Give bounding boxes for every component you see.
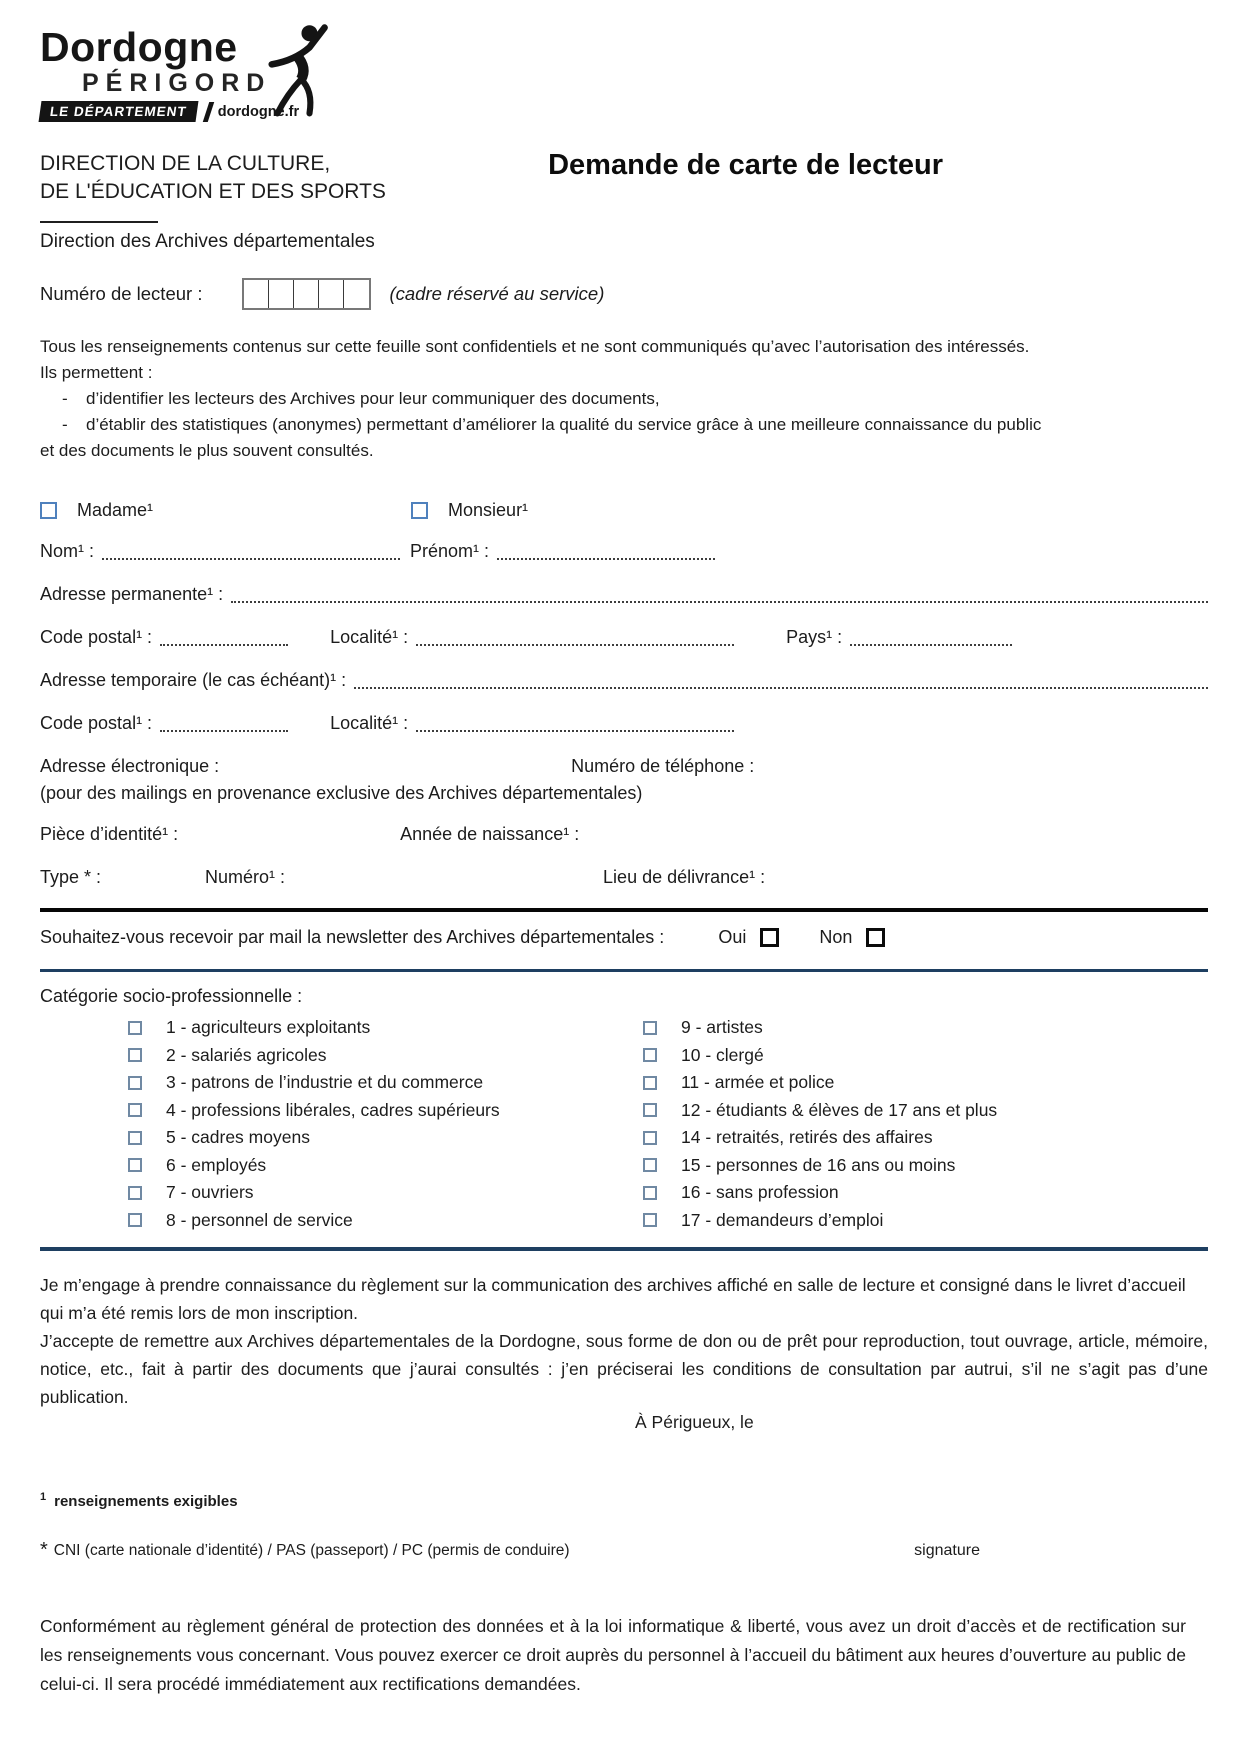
civility-madame	[40, 500, 153, 521]
civility-monsieur	[411, 500, 528, 521]
adresse-permanente-field-line[interactable]	[231, 601, 1208, 603]
postal-row-1	[40, 624, 1208, 650]
divider-navy-2	[40, 1247, 1208, 1251]
category-item	[643, 1069, 997, 1097]
newsletter-oui-label: Oui	[718, 927, 747, 947]
category-17-checkbox[interactable]	[643, 1213, 657, 1227]
nom-label: Nom¹ :	[40, 541, 94, 561]
email-phone-row	[40, 753, 1208, 779]
localite-field-line[interactable]	[416, 644, 734, 646]
reader-number-label: Numéro de lecteur :	[40, 283, 203, 304]
reader-number-note: (cadre réservé au service)	[389, 283, 605, 304]
newsletter-question: Souhaitez-vous recevoir par mail la newsletter des Archives départementales :	[40, 927, 665, 947]
logo-perigord-text: PÉRIGORD	[82, 69, 272, 97]
category-3-label: 3 - patrons de l’industrie et du commerce	[166, 1072, 484, 1093]
adresse-temporaire-field-line[interactable]	[354, 687, 1208, 689]
code-postal-field-line[interactable]	[160, 644, 288, 646]
type-label: Type * :	[40, 867, 102, 887]
category-item	[128, 1207, 643, 1235]
type-row	[40, 864, 1208, 890]
direction-line1: DIRECTION DE LA CULTURE,	[40, 152, 331, 175]
category-item	[128, 1069, 643, 1097]
footnote-star-text: CNI (carte nationale d’identité) / PAS (passeport) / PC (permis de conduire)	[53, 1542, 570, 1559]
category-item	[128, 1097, 643, 1125]
divider-navy-1	[40, 969, 1208, 972]
madame-label: Madame¹	[77, 500, 154, 520]
divider-black	[40, 908, 1208, 912]
category-item	[128, 1152, 643, 1180]
lieu-delivrance-label: Lieu de délivrance¹ :	[603, 867, 766, 887]
place-date-line: À Périgueux, le	[635, 1412, 754, 1432]
footnote-required-marker: 1	[40, 1491, 47, 1503]
header-row	[40, 150, 1208, 206]
category-item	[643, 1152, 997, 1180]
category-item	[643, 1097, 997, 1125]
code-postal-label: Code postal¹ :	[40, 627, 153, 647]
category-2-label: 2 - salariés agricoles	[166, 1044, 327, 1065]
newsletter-oui-checkbox[interactable]	[760, 928, 779, 947]
category-6-checkbox[interactable]	[128, 1158, 142, 1172]
category-7-checkbox[interactable]	[128, 1186, 142, 1200]
category-10-label: 10 - clergé	[681, 1044, 764, 1065]
footnote-id-types	[40, 1539, 1208, 1561]
localite-label: Localité¹ :	[330, 627, 409, 647]
category-item	[643, 1207, 997, 1235]
adresse-temporaire-label: Adresse temporaire (le cas échéant)¹ :	[40, 670, 347, 690]
category-10-checkbox[interactable]	[643, 1048, 657, 1062]
identity-row	[40, 821, 1208, 847]
postal-row-2	[40, 710, 1208, 736]
code-postal-2-field-line[interactable]	[160, 730, 288, 732]
intro-line2: Ils permettent :	[40, 363, 153, 382]
subdirection-text: Direction des Archives départementales	[40, 231, 375, 252]
madame-checkbox[interactable]	[40, 502, 57, 519]
category-11-checkbox[interactable]	[643, 1076, 657, 1090]
reader-number-cell[interactable]	[294, 280, 319, 308]
category-item	[128, 1014, 643, 1042]
numero-label: Numéro¹ :	[205, 867, 286, 887]
permanent-address-row	[40, 581, 1208, 607]
category-16-label: 16 - sans profession	[681, 1182, 839, 1203]
mailing-note: (pour des mailings en provenance exclusive des Archives départementales)	[40, 783, 643, 803]
annee-naissance-label: Année de naissance¹ :	[400, 824, 580, 844]
localite-2-field-line[interactable]	[416, 730, 734, 732]
category-8-checkbox[interactable]	[128, 1213, 142, 1227]
category-5-label: 5 - cadres moyens	[166, 1127, 310, 1148]
category-12-checkbox[interactable]	[643, 1103, 657, 1117]
category-item	[643, 1014, 997, 1042]
category-1-checkbox[interactable]	[128, 1021, 142, 1035]
pays-field-line[interactable]	[850, 644, 1012, 646]
direction-line2: DE L'ÉDUCATION ET DES SPORTS	[40, 180, 386, 203]
categories-columns	[40, 1014, 1208, 1234]
category-item	[643, 1042, 997, 1070]
prenom-label: Prénom¹ :	[410, 541, 490, 561]
engagement-paragraph-2: J’accepte de remettre aux Archives départementales de la Dordogne, sous forme de don ou de prêt pour reproduction, tout ouvrage, article, mémoire, notice, etc., fait à partir des documents que j’aurai consultés : j’en préciserai les conditions de consultation par autrui, s’il ne s’agit pas d’une publication.	[40, 1331, 1208, 1407]
footnote-required-text: renseignements exigibles	[54, 1493, 238, 1510]
category-14-label: 14 - retraités, retirés des affaires	[681, 1127, 933, 1148]
logo-slash-icon	[203, 102, 214, 122]
monsieur-label: Monsieur¹	[448, 500, 529, 520]
category-15-checkbox[interactable]	[643, 1158, 657, 1172]
intro-bullet-1: - d’identifier les lecteurs des Archives pour leur communiquer des documents,	[40, 386, 1208, 412]
intro-line1: Tous les renseignements contenus sur cette feuille sont confidentiels et ne sont communiqués qu’avec l’autorisation des intéressés.	[40, 337, 1030, 356]
category-2-checkbox[interactable]	[128, 1048, 142, 1062]
logo	[40, 24, 340, 124]
category-item	[643, 1179, 997, 1207]
categories-left-column	[128, 1014, 643, 1234]
category-14-checkbox[interactable]	[643, 1131, 657, 1145]
piece-identite-label: Pièce d’identité¹ :	[40, 824, 179, 844]
logo-figure-icon	[268, 20, 334, 120]
category-item	[128, 1179, 643, 1207]
category-7-label: 7 - ouvriers	[166, 1182, 254, 1203]
footnote-required	[40, 1491, 1208, 1510]
temporary-address-row	[40, 667, 1208, 693]
name-row	[40, 538, 1208, 564]
category-item	[643, 1124, 997, 1152]
category-16-checkbox[interactable]	[643, 1186, 657, 1200]
category-item	[128, 1042, 643, 1070]
civility-row	[40, 500, 1208, 521]
monsieur-checkbox[interactable]	[411, 502, 428, 519]
gdpr-paragraph: Conformément au règlement général de protection des données et à la loi informatique & liberté, vous avez un droit d’accès et de rectification sur les renseignements vous concernant. Vous pouvez exercer ce droit auprès du personnel à l’accueil du bâtiment aux heures d’ouverture au public de celui-ci. Il sera procédé immédiatement aux rectifications demandées.	[40, 1616, 1186, 1694]
category-1-label: 1 - agriculteurs exploitants	[166, 1017, 371, 1038]
reader-number-cell[interactable]	[344, 280, 369, 308]
category-4-checkbox[interactable]	[128, 1103, 142, 1117]
intro-bullet-2: - d’établir des statistiques (anonymes) permettant d’améliorer la qualité du service grâce à une meilleure connaissance du public	[40, 412, 1208, 438]
category-item	[128, 1124, 643, 1152]
category-8-label: 8 - personnel de service	[166, 1209, 353, 1230]
signature-label: signature	[914, 1542, 980, 1559]
nom-field-line[interactable]	[102, 558, 400, 560]
category-9-checkbox[interactable]	[643, 1021, 657, 1035]
adresse-electronique-label: Adresse électronique :	[40, 756, 220, 776]
reader-number-cell[interactable]	[244, 280, 269, 308]
engagement-block	[40, 1271, 1208, 1411]
category-3-checkbox[interactable]	[128, 1076, 142, 1090]
pays-label: Pays¹ :	[786, 627, 843, 647]
logo-dordogne-text: Dordogne	[40, 24, 238, 70]
categories-right-column	[643, 1014, 997, 1234]
category-4-label: 4 - professions libérales, cadres supérieurs	[166, 1099, 500, 1120]
reader-number-row	[40, 278, 1208, 310]
prenom-field-line[interactable]	[497, 558, 715, 560]
logo-website-text: dordogne.fr	[217, 103, 300, 120]
category-11-label: 11 - armée et police	[681, 1072, 835, 1093]
adresse-permanente-label: Adresse permanente¹ :	[40, 584, 224, 604]
direction-block	[40, 150, 386, 206]
category-5-checkbox[interactable]	[128, 1131, 142, 1145]
newsletter-non-label: Non	[819, 927, 853, 947]
divider-short	[40, 221, 158, 223]
reader-number-cell[interactable]	[319, 280, 344, 308]
category-6-label: 6 - employés	[166, 1154, 267, 1175]
logo-departement-badge: LE DÉPARTEMENT	[39, 101, 199, 122]
telephone-label: Numéro de téléphone :	[571, 756, 755, 776]
engagement-paragraph-1: Je m’engage à prendre connaissance du règlement sur la communication des archives affiché en salle de lecture et consigné dans le livret d’accueil qui m’a été remis lors de mon inscription.	[40, 1275, 1186, 1323]
category-15-label: 15 - personnes de 16 ans ou moins	[681, 1154, 956, 1175]
page-title: Demande de carte de lecteur	[548, 149, 943, 181]
intro-bullet-2-continuation: et des documents le plus souvent consultés.	[40, 441, 374, 460]
intro-list	[40, 386, 1208, 438]
categories-label: Catégorie socio-professionnelle :	[40, 986, 303, 1006]
category-17-label: 17 - demandeurs d’emploi	[681, 1209, 884, 1230]
localite-2-label: Localité¹ :	[330, 713, 409, 733]
footnote-star-marker: *	[40, 1539, 48, 1561]
intro-block	[40, 334, 1208, 464]
category-12-label: 12 - étudiants & élèves de 17 ans et plus	[681, 1099, 998, 1120]
newsletter-non-checkbox[interactable]	[866, 928, 885, 947]
category-9-label: 9 - artistes	[681, 1017, 763, 1038]
code-postal-2-label: Code postal¹ :	[40, 713, 153, 733]
reader-number-cell[interactable]	[269, 280, 294, 308]
newsletter-row	[40, 927, 1208, 948]
reader-number-cells[interactable]	[242, 278, 371, 310]
